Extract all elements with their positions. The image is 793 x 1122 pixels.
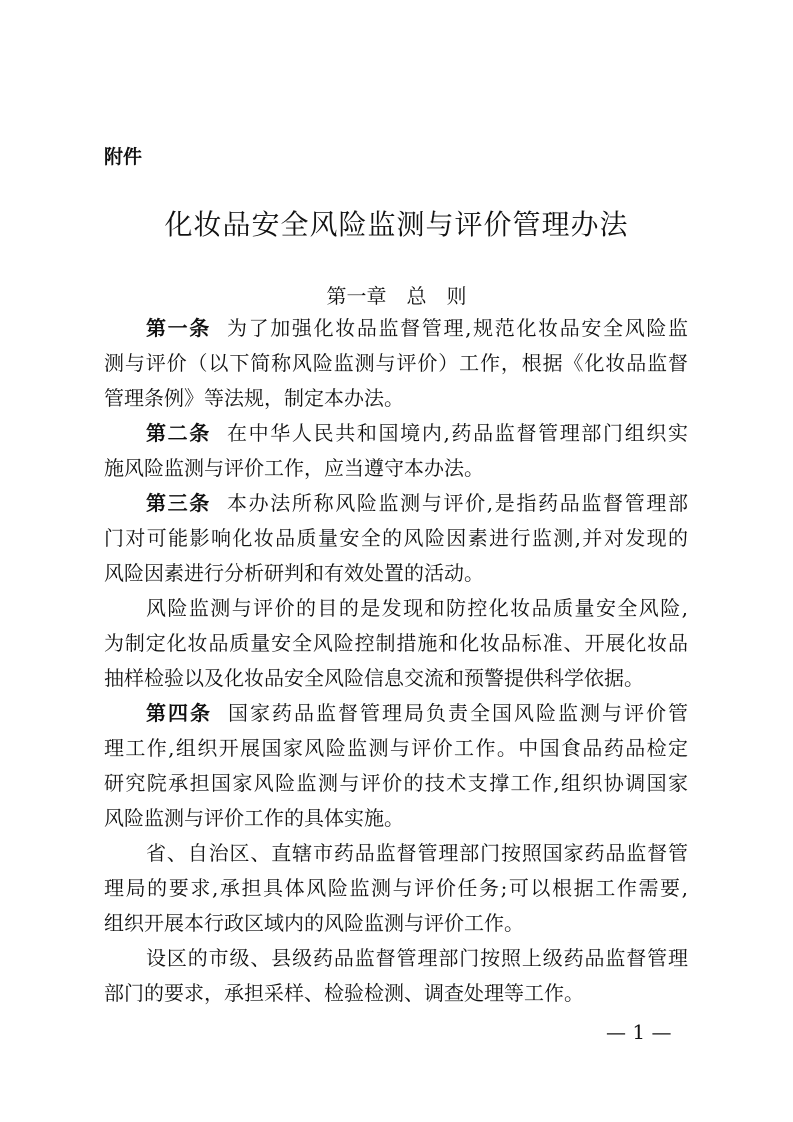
line-text: 理工作,组织开展国家风险监测与评价工作。中国食品药品检定 [104,736,688,760]
text-line [104,416,688,451]
line-text: 组织开展本行政区域内的风险监测与评价工作。 [104,911,524,935]
text-line [104,696,688,731]
article-heading: 第二条 [146,421,211,445]
article-heading: 第三条 [146,491,211,515]
line-text: 风险监测与评价的目的是发现和防控化妆品质量安全风险, [146,596,688,620]
line-text: 本办法所称风险监测与评价,是指药品监督管理部 [226,491,689,515]
paragraph [104,311,688,416]
text-line [104,731,688,766]
line-text: 研究院承担国家风险监测与评价的技术支撑工作,组织协调国家 [104,771,688,795]
text-line [104,591,688,626]
text-line [104,451,688,486]
line-text: 为了加强化妆品监督管理,规范化妆品安全风险监 [226,316,689,340]
text-line [104,626,688,661]
chapter-heading [0,280,793,309]
text-line [104,836,688,871]
text-line [104,521,688,556]
text-line [104,871,688,906]
line-text: 测与评价（以下简称风险监测与评价）工作，根据《化妆品监督 [104,351,688,375]
line-text: 理局的要求,承担具体风险监测与评价任务;可以根据工作需要, [104,876,688,900]
line-text: 部门的要求，承担采样、检验检测、调查处理等工作。 [104,981,584,1005]
article-heading: 第四条 [146,701,212,725]
line-text: 省、自治区、直辖市药品监督管理部门按照国家药品监督管 [146,841,688,865]
paragraph [104,941,688,1011]
line-text: 施风险监测与评价工作，应当遵守本办法。 [104,456,484,480]
text-line [104,766,688,801]
text-line [104,346,688,381]
paragraph [104,696,688,836]
text-line [104,661,688,696]
line-text: 风险监测与评价工作的具体实施。 [104,806,404,830]
chapter-name: 总 则 [406,284,467,308]
line-text: 在中华人民共和国境内,药品监督管理部门组织实 [226,421,689,445]
line-text: 风险因素进行分析研判和有效处置的活动。 [104,561,484,585]
attachment-label: 附件 [104,146,143,168]
text-line [104,556,688,591]
document-body [104,311,688,1011]
text-line [104,311,688,346]
line-text: 设区的市级、县级药品监督管理部门按照上级药品监督管理 [146,946,688,970]
document-title: 化妆品安全风险监测与评价管理办法 [164,208,629,241]
line-text: 为制定化妆品质量安全风险控制措施和化妆品标准、开展化妆品 [104,631,688,655]
text-line [104,941,688,976]
page-number: — 1 — [606,1020,672,1044]
article-heading: 第一条 [146,316,211,340]
line-text: 抽样检验以及化妆品安全风险信息交流和预警提供科学依据。 [104,666,644,690]
text-line [104,486,688,521]
chapter-number: 第一章 [326,284,387,308]
text-line [104,976,688,1011]
line-text: 门对可能影响化妆品质量安全的风险因素进行监测,并对发现的 [104,526,688,550]
paragraph [104,591,688,696]
text-line [104,381,688,416]
paragraph [104,416,688,486]
paragraph [104,486,688,591]
text-line [104,906,688,941]
line-text: 管理条例》等法规，制定本办法。 [104,386,404,410]
paragraph [104,836,688,941]
text-line [104,801,688,836]
line-text: 国家药品监督管理局负责全国风险监测与评价管 [228,701,688,725]
